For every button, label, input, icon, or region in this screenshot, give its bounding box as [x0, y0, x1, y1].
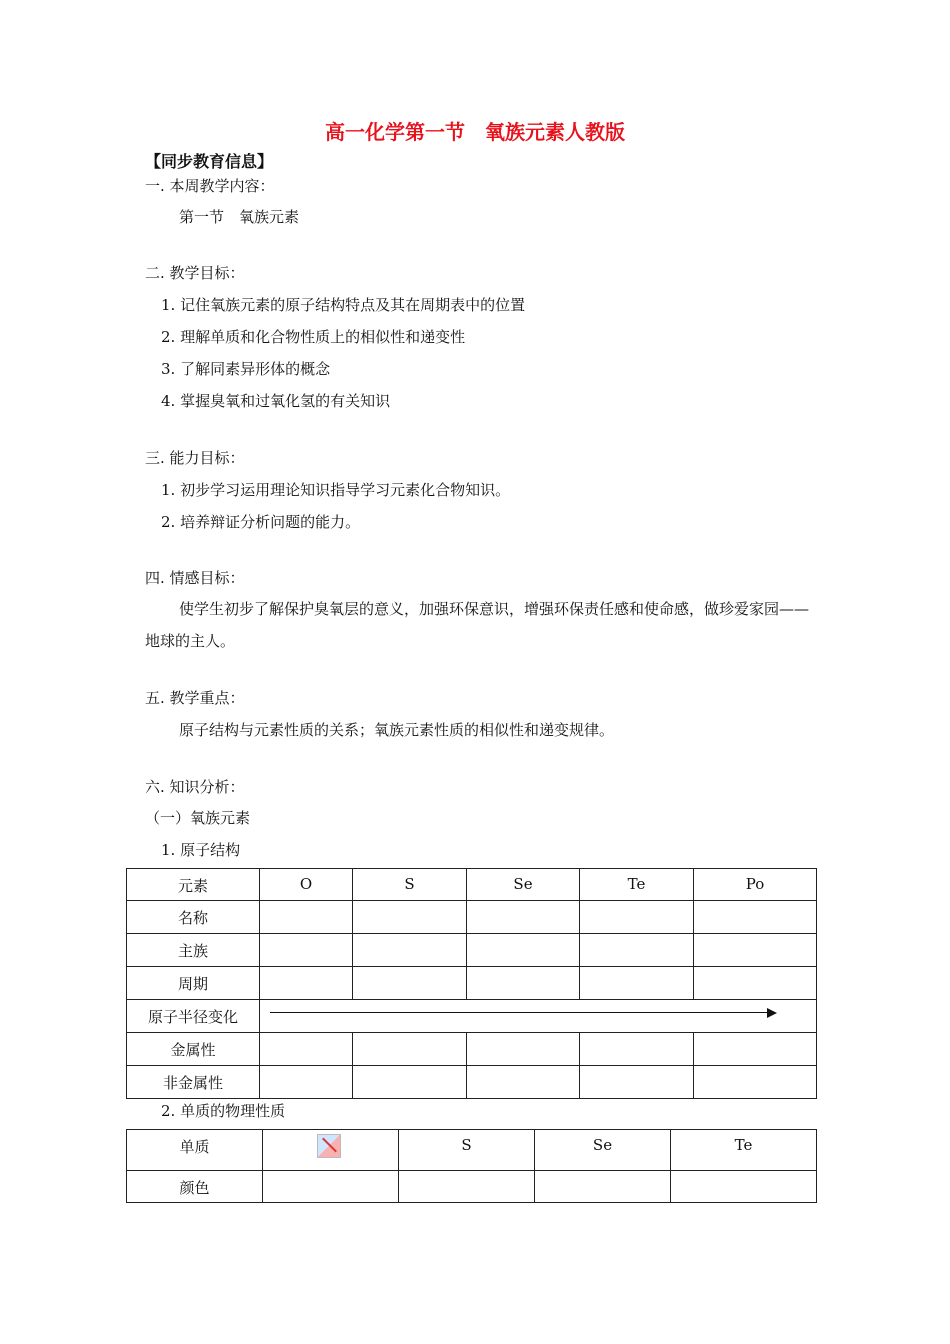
table-cell — [467, 1033, 580, 1066]
right-arrow-icon — [767, 1008, 777, 1018]
table-header-row — [127, 1130, 817, 1171]
table-cell — [263, 1130, 399, 1171]
table-cell — [467, 967, 580, 1000]
table-cell — [467, 901, 580, 934]
physical-properties-table — [126, 1129, 817, 1203]
row-label: 主族 — [127, 934, 260, 967]
table-cell: Te — [580, 869, 694, 901]
row-label: 非金属性 — [127, 1066, 260, 1099]
ability-item: 2. 培养辩证分析问题的能力。 — [161, 513, 361, 531]
row-label: 周期 — [127, 967, 260, 1000]
table-row — [127, 1171, 817, 1203]
table-cell — [694, 934, 817, 967]
table-cell — [580, 901, 694, 934]
ability-item: 1. 初步学习运用理论知识指导学习元素化合物知识。 — [161, 481, 511, 499]
atomic-structure-table — [126, 868, 817, 1099]
broken-image-icon — [317, 1134, 341, 1158]
table-cell — [580, 1066, 694, 1099]
table-cell — [580, 967, 694, 1000]
table-header-row — [127, 869, 817, 901]
table-row — [127, 1066, 817, 1099]
table-cell — [694, 1033, 817, 1066]
table-cell — [263, 1171, 399, 1203]
table-row — [127, 934, 817, 967]
table-cell — [353, 934, 467, 967]
table-cell: Se — [535, 1130, 671, 1171]
table-cell — [694, 967, 817, 1000]
objective-item: 2. 理解单质和化合物性质上的相似性和递变性 — [161, 328, 466, 346]
table-cell — [353, 1033, 467, 1066]
table-row — [127, 1033, 817, 1066]
table-cell — [353, 901, 467, 934]
table-row — [127, 967, 817, 1000]
table-cell — [694, 901, 817, 934]
table-cell — [353, 1066, 467, 1099]
table-cell — [694, 1066, 817, 1099]
row-label: 原子半径变化 — [127, 1000, 260, 1033]
table-cell: Po — [694, 869, 817, 901]
radius-trend-cell — [260, 1000, 817, 1033]
table-row — [127, 901, 817, 934]
page-title: 高一化学第一节 氧族元素人教版 — [325, 120, 625, 144]
section-4-heading: 四. 情感目标： — [145, 569, 245, 587]
table-cell: S — [353, 869, 467, 901]
table-cell — [353, 967, 467, 1000]
table-cell: 元素 — [127, 869, 260, 901]
section-4-paragraph: 使学生初步了解保护臭氧层的意义，加强环保意识，增强环保责任感和使命感，做珍爱家园——地球的主人。 — [145, 600, 810, 650]
table-cell — [535, 1171, 671, 1203]
section-6-heading: 六. 知识分析： — [145, 778, 245, 796]
table-cell — [467, 1066, 580, 1099]
table-cell: S — [399, 1130, 535, 1171]
table-cell — [260, 967, 353, 1000]
table-cell — [260, 1066, 353, 1099]
table-cell: 单质 — [127, 1130, 263, 1171]
section-6-subheading: （一）氧族元素 — [145, 809, 251, 827]
section-5-line: 原子结构与元素性质的关系；氧族元素性质的相似性和递变规律。 — [179, 721, 615, 739]
table-row — [127, 1000, 817, 1033]
row-label: 金属性 — [127, 1033, 260, 1066]
table-cell — [399, 1171, 535, 1203]
section-5-heading: 五. 教学重点： — [145, 689, 245, 707]
section-1-heading: 一. 本周教学内容： — [145, 177, 275, 195]
table-cell: Te — [671, 1130, 817, 1171]
objective-item: 3. 了解同素异形体的概念 — [161, 360, 331, 378]
table-cell — [671, 1171, 817, 1203]
table-cell: Se — [467, 869, 580, 901]
table-cell — [260, 1033, 353, 1066]
row-label: 名称 — [127, 901, 260, 934]
table-cell — [260, 901, 353, 934]
trend-arrow-line — [270, 1012, 768, 1013]
atomic-structure-label: 1. 原子结构 — [161, 841, 241, 859]
table-cell — [580, 1033, 694, 1066]
physical-properties-label: 2. 单质的物理性质 — [161, 1102, 286, 1120]
section-tag: 【同步教育信息】 — [145, 152, 274, 171]
row-label: 颜色 — [127, 1171, 263, 1203]
section-1-line: 第一节 氧族元素 — [179, 208, 300, 226]
section-2-heading: 二. 教学目标： — [145, 264, 245, 282]
objective-item: 4. 掌握臭氧和过氧化氢的有关知识 — [161, 392, 391, 410]
section-3-heading: 三. 能力目标： — [145, 449, 245, 467]
table-cell — [580, 934, 694, 967]
objective-item: 1. 记住氧族元素的原子结构特点及其在周期表中的位置 — [161, 296, 526, 314]
table-cell: O — [260, 869, 353, 901]
table-cell — [467, 934, 580, 967]
table-cell — [260, 934, 353, 967]
